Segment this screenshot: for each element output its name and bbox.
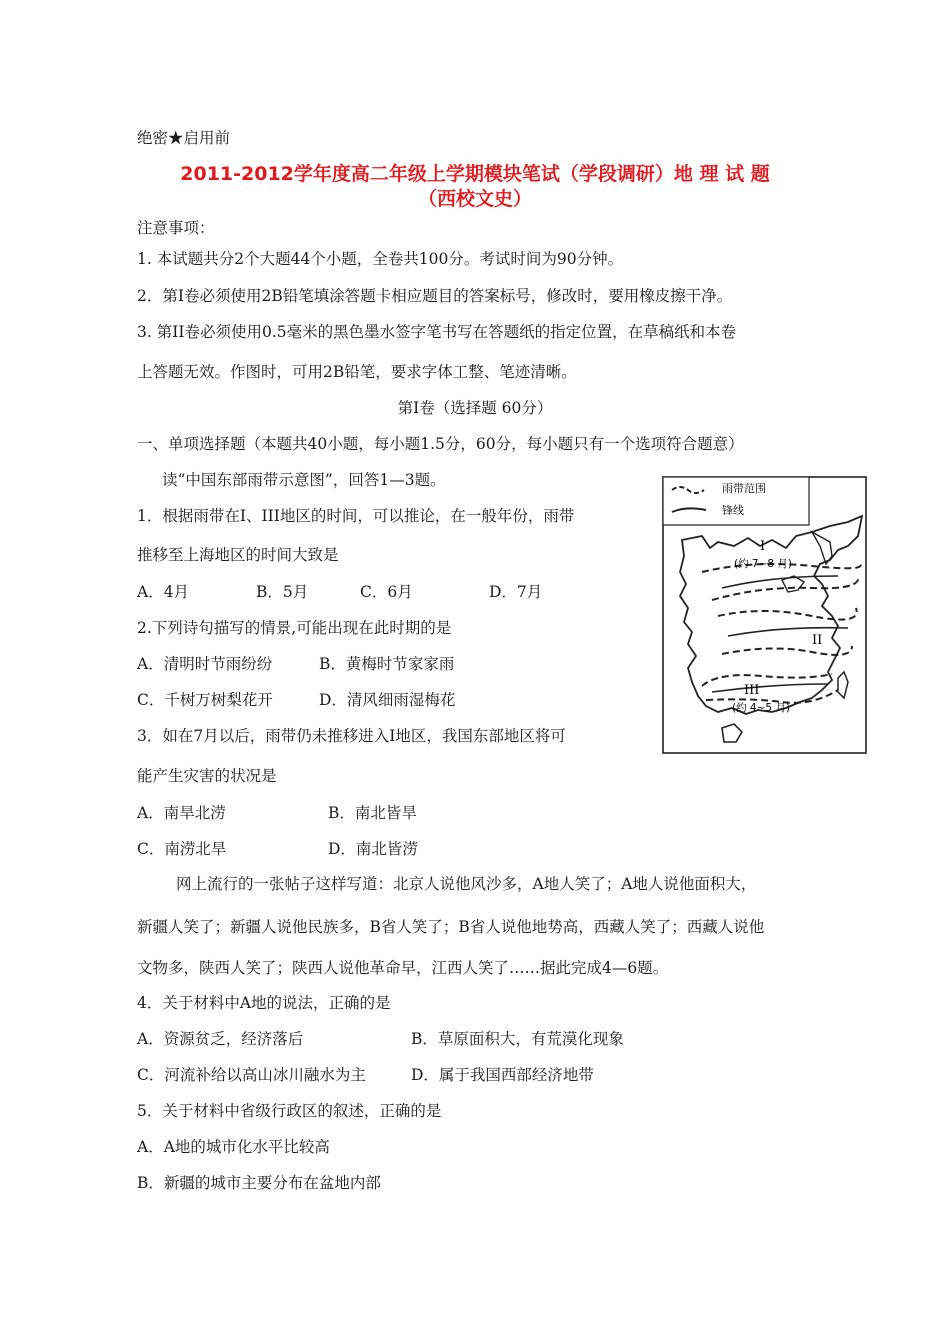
note-item-3-cont: 上答题无效。作图时，可用2B铅笔，要求字体工整、笔迹清晰。 xyxy=(137,363,577,381)
section-title: 第I卷（选择题 60分） xyxy=(397,399,553,417)
q3-option-c: C．南涝北旱 xyxy=(137,840,227,858)
q2-option-c: C．千树万树梨花开 xyxy=(137,691,273,709)
note-item-1: 1. 本试题共分2个大题44个小题，全卷共100分。考试时间为90分钟。 xyxy=(137,250,624,268)
legend-rain-label: 雨带范围 xyxy=(722,482,766,495)
region-1-label: I xyxy=(760,539,766,554)
question-1-cont: 推移至上海地区的时间大致是 xyxy=(137,546,339,564)
group1-intro: 读“中国东部雨带示意图”，回答1—3题。 xyxy=(162,471,446,489)
region-2-label: II xyxy=(812,633,823,648)
region-1-time: (约 7~8 月) xyxy=(734,558,793,570)
question-5: 5．关于材料中省级行政区的叙述，正确的是 xyxy=(137,1102,442,1120)
question-3-cont: 能产生灾害的状况是 xyxy=(137,767,277,785)
question-4: 4．关于材料中A地的说法，正确的是 xyxy=(137,994,391,1012)
q4-option-c: C．河流补给以高山冰川融水为主 xyxy=(137,1066,366,1084)
q5-option-a: A．A地的城市化水平比较高 xyxy=(137,1138,330,1156)
passage-line-3: 文物多，陕西人笑了；陕西人说他革命早，江西人笑了……据此完成4—6题。 xyxy=(137,959,669,977)
notes-heading: 注意事项： xyxy=(137,219,215,237)
q3-option-b: B．南北皆旱 xyxy=(328,804,417,822)
q1-option-d: D．7月 xyxy=(489,583,543,601)
q3-option-d: D．南北皆涝 xyxy=(328,840,418,858)
question-3: 3．如在7月以后，雨带仍未推移进入I地区，我国东部地区将可 xyxy=(137,727,566,745)
q2-option-d: D．清风细雨湿梅花 xyxy=(319,691,456,709)
note-item-2: 2．第I卷必须使用2B铅笔填涂答题卡相应题目的答案标号，修改时，要用橡皮擦干净。 xyxy=(137,287,733,305)
note-item-3: 3. 第II卷必须使用0.5毫米的黑色墨水签字笔书写在答题纸的指定位置，在草稿纸和本卷 xyxy=(137,323,737,341)
region-3-time: (约 4~5 月) xyxy=(732,702,791,714)
question-1: 1．根据雨带在I、III地区的时间，可以推论，在一般年份，雨带 xyxy=(137,507,575,525)
exam-subtitle: （西校文史） xyxy=(417,188,532,210)
q4-option-a: A．资源贫乏，经济落后 xyxy=(137,1030,304,1048)
rainbelt-map xyxy=(662,476,867,754)
region-3-label: III xyxy=(744,683,760,698)
passage-line-1: 网上流行的一张帖子这样写道：北京人说他风沙多，A地人笑了；A地人说他面积大， xyxy=(176,875,757,893)
exam-title: 2011-2012学年度高二年级上学期模块笔试（学段调研）地 理 试 题 xyxy=(180,163,770,185)
q3-option-a: A．南旱北涝 xyxy=(137,804,226,822)
q5-option-b: B．新疆的城市主要分布在盆地内部 xyxy=(137,1174,381,1192)
q1-option-b: B．5月 xyxy=(256,583,309,601)
q2-option-a: A．清明时节雨纷纷 xyxy=(137,655,273,673)
q2-option-b: B．黄梅时节家家雨 xyxy=(319,655,455,673)
legend-front-label: 锋线 xyxy=(722,504,744,517)
question-2: 2.下列诗句描写的情景,可能出现在此时期的是 xyxy=(137,619,452,637)
passage-line-2: 新疆人笑了；新疆人说他民族多，B省人笑了；B省人说他地势高，西藏人笑了；西藏人说他 xyxy=(137,918,765,936)
q4-option-d: D．属于我国西部经济地带 xyxy=(411,1066,594,1084)
q4-option-b: B．草原面积大，有荒漠化现象 xyxy=(411,1030,624,1048)
secret-mark: 绝密★启用前 xyxy=(137,129,231,147)
section-instruction: 一、单项选择题（本题共40小题，每小题1.5分，60分，每小题只有一个选项符合题意） xyxy=(137,435,744,453)
q1-option-a: A．4月 xyxy=(137,583,190,601)
q1-option-c: C．6月 xyxy=(360,583,413,601)
